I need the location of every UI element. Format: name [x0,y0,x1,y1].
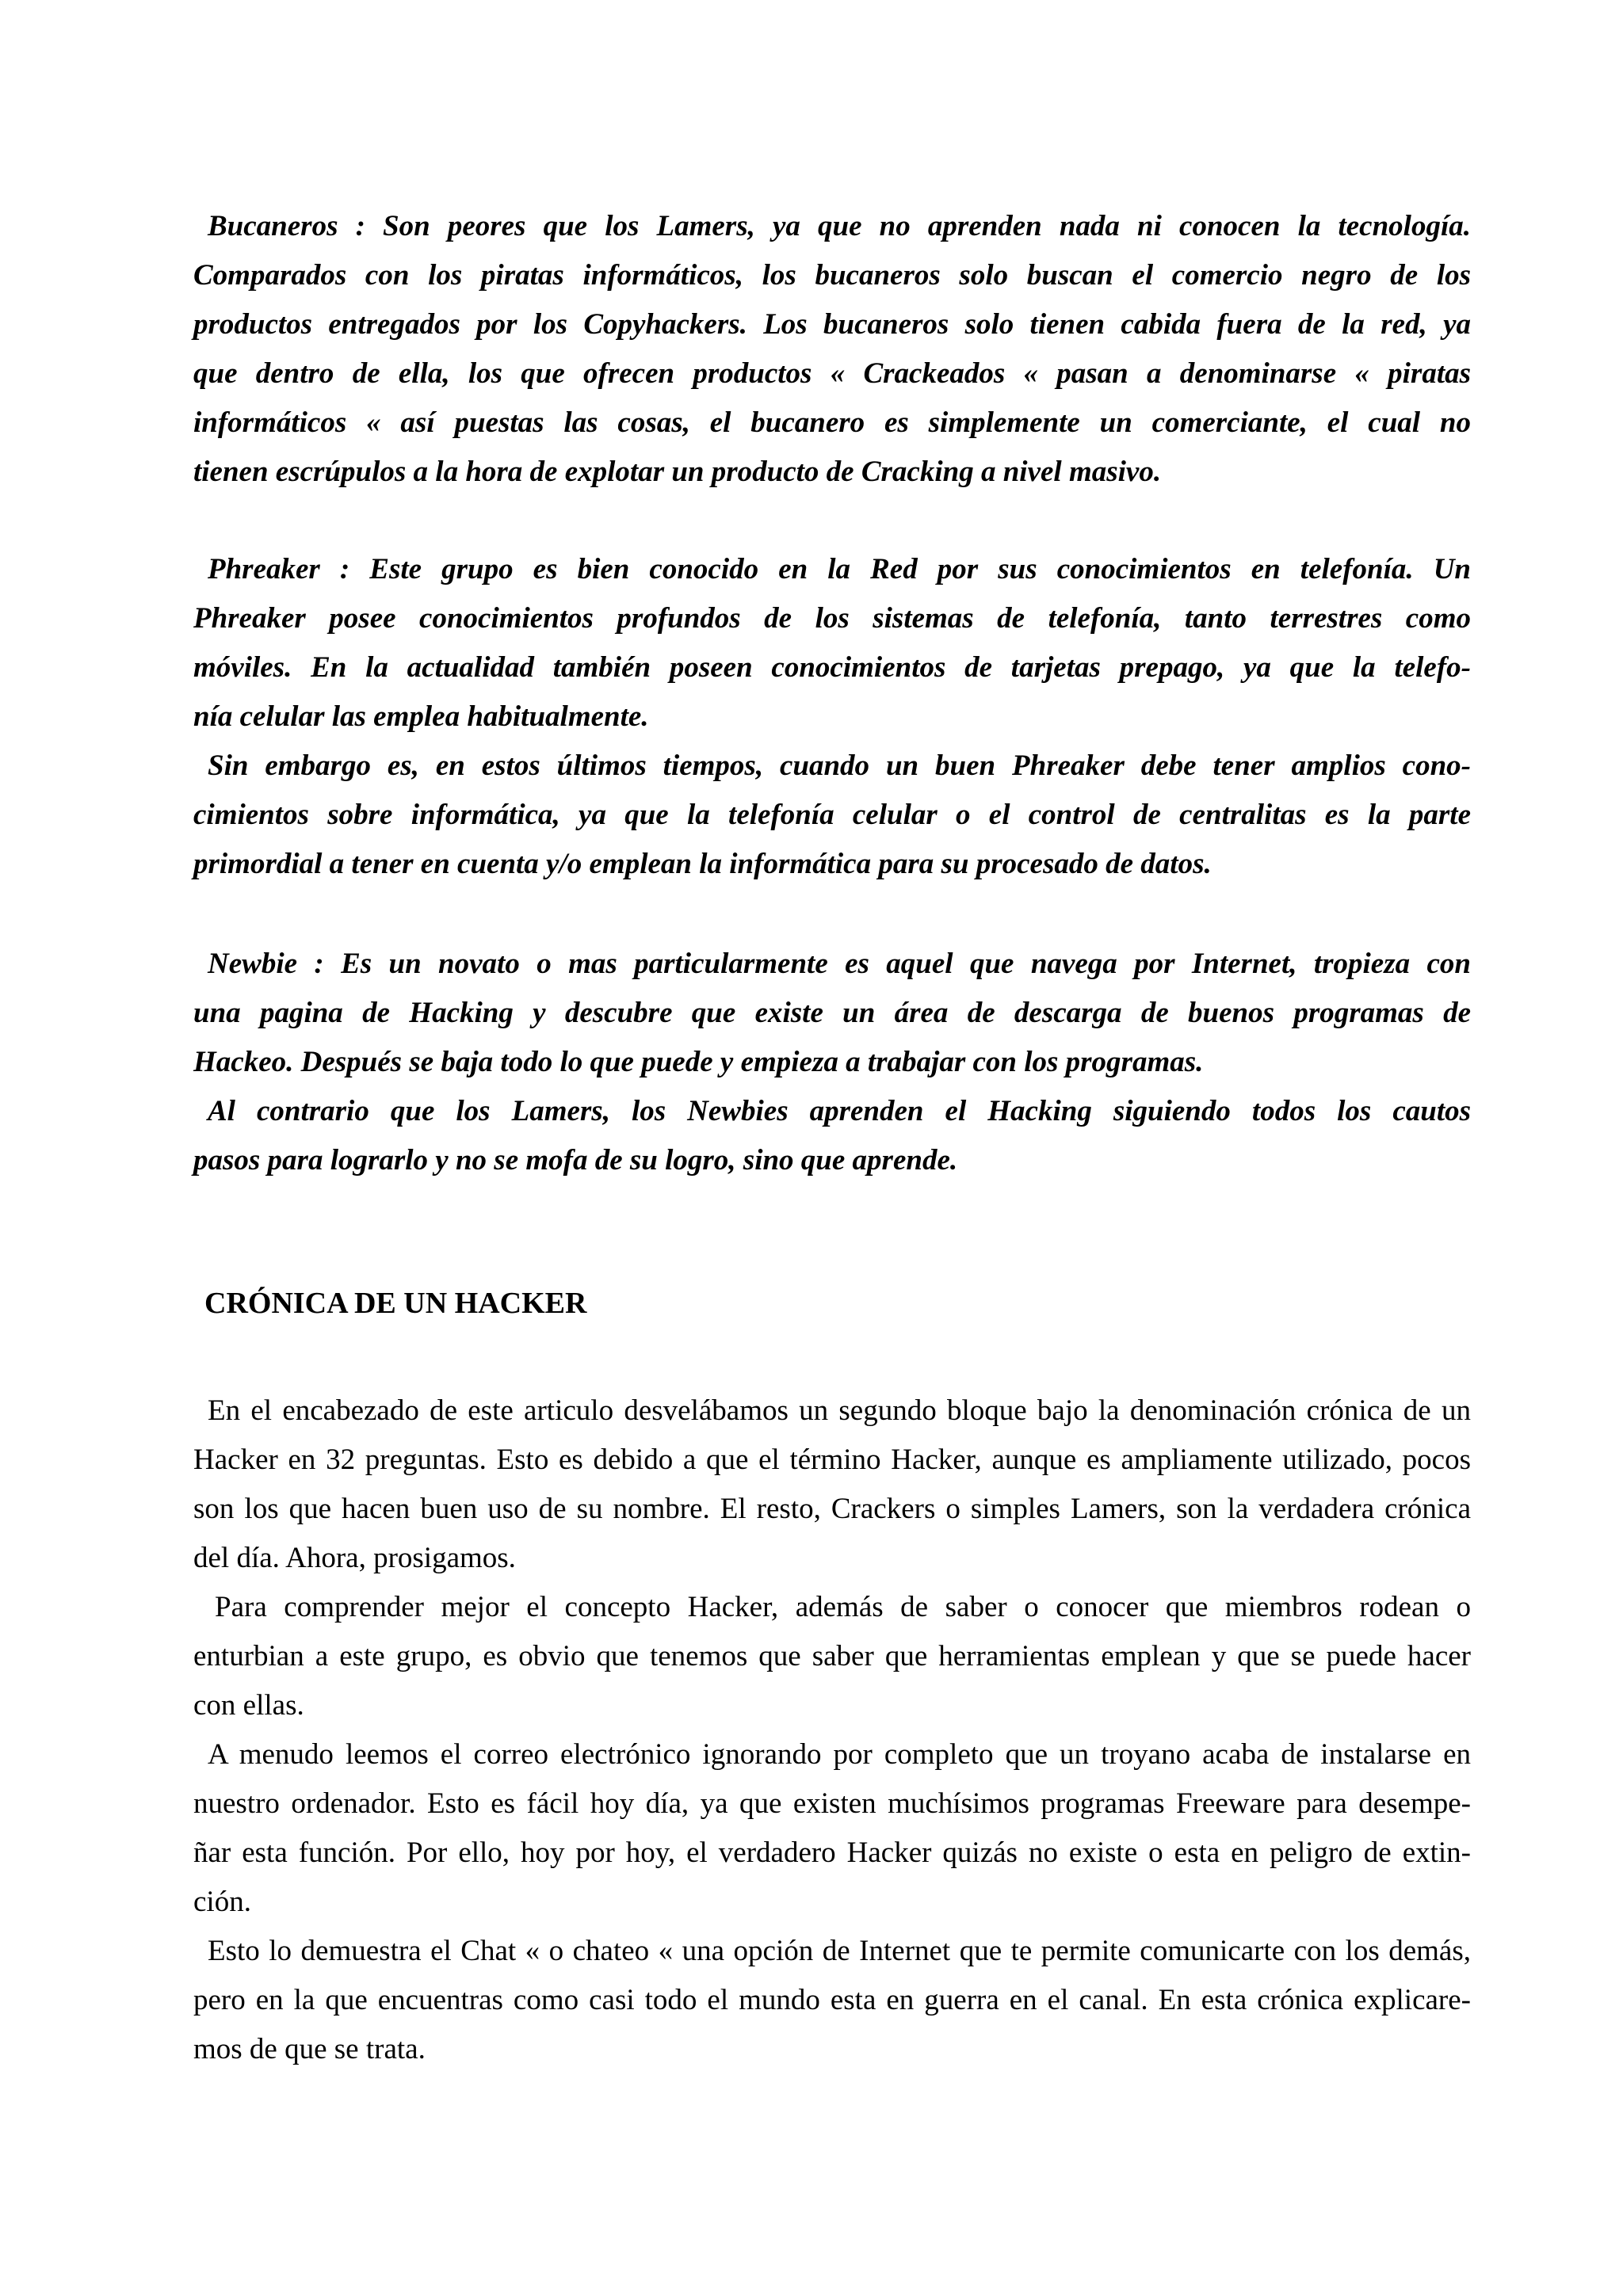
text-line: que dentro de ella, los que ofrecen productos « Crackeados « pasan a denominarse « piratas [193,357,1471,390]
text-line: A menudo leemos el correo electrónico ignorando por completo que un troyano acaba de instalarse en [208,1738,1471,1771]
text-line: Phreaker posee conocimientos profundos de los sistemas de telefonía, tanto terrestres como [193,602,1471,635]
text-line: son los que hacen buen uso de su nombre. El resto, Crackers o simples Lamers, son la verdadera crónica [193,1493,1471,1525]
text-line: productos entregados por los Copyhackers. Los bucaneros solo tienen cabida fuera de la red, ya [193,308,1471,341]
text-line: Al contrario que los Lamers, los Newbies aprenden el Hacking siguiendo todos los cautos [208,1095,1471,1127]
text-line: enturbian a este grupo, es obvio que tenemos que saber que herramientas emplean y que se puede hacer [193,1640,1471,1672]
text-line: informáticos « así puestas las cosas, el bucanero es simplemente un comerciante, el cual no [193,406,1471,439]
text-line: ción. [193,1886,251,1918]
text-line: pasos para lograrlo y no se mofa de su logro, sino que aprende. [193,1144,958,1177]
text-line: En el encabezado de este articulo desvelábamos un segundo bloque bajo la denominación crónica de un [208,1394,1471,1427]
text-line: una pagina de Hacking y descubre que existe un área de descarga de buenos programas de [193,997,1471,1029]
text-line: Esto lo demuestra el Chat « o chateo « una opción de Internet que te permite comunicarte con los demás, [208,1935,1471,1967]
text-line: Phreaker : Este grupo es bien conocido en la Red por sus conocimientos en telefonía. Un [208,553,1471,585]
text-line: Para comprender mejor el concepto Hacker, además de saber o conocer que miembros rodean o [215,1591,1471,1623]
text-line: del día. Ahora, prosigamos. [193,1542,516,1574]
text-line: tienen escrúpulos a la hora de explotar un producto de Cracking a nivel masivo. [193,456,1162,488]
text-line: Sin embargo es, en estos últimos tiempos, cuando un buen Phreaker debe tener amplios cono- [208,749,1471,782]
paragraph-newbie [193,940,1471,1185]
paragraph-cronica-body [193,1386,1471,2074]
text-line: Newbie : Es un novato o mas particularmente es aquel que navega por Internet, tropieza con [208,948,1471,980]
text-line: Hacker en 32 preguntas. Esto es debido a que el término Hacker, aunque es ampliamente utilizado, pocos [193,1444,1471,1476]
text-line: nuestro ordenador. Esto es fácil hoy día, ya que existen muchísimos programas Freeware para desempe- [193,1787,1471,1820]
text-line: pero en la que encuentras como casi todo el mundo esta en guerra en el canal. En esta crónica explicare- [193,1984,1471,2016]
text-line: ñar esta función. Por ello, hoy por hoy, el verdadero Hacker quizás no existe o esta en peligro de extin- [193,1836,1471,1869]
text-line: mos de que se trata. [193,2033,426,2065]
text-line: nía celular las emplea habitualmente. [193,700,649,733]
section-heading: CRÓNICA DE UN HACKER [204,1287,587,1320]
text-line: primordial a tener en cuenta y/o emplean la informática para su procesado de datos. [193,848,1212,880]
text-line: Comparados con los piratas informáticos, los bucaneros solo buscan el comercio negro de los [193,259,1471,292]
text-line: móviles. En la actualidad también poseen conocimientos de tarjetas prepago, ya que la telefo- [193,651,1471,684]
text-line: Bucaneros : Son peores que los Lamers, ya que no aprenden nada ni conocen la tecnología. [208,210,1471,242]
text-line: cimientos sobre informática, ya que la telefonía celular o el control de centralitas es la parte [193,799,1471,831]
text-line: Hackeo. Después se baja todo lo que puede y empieza a trabajar con los programas. [193,1046,1204,1078]
text-line: con ellas. [193,1689,304,1722]
paragraph-phreaker [193,545,1471,889]
paragraph-bucaneros [193,202,1471,497]
